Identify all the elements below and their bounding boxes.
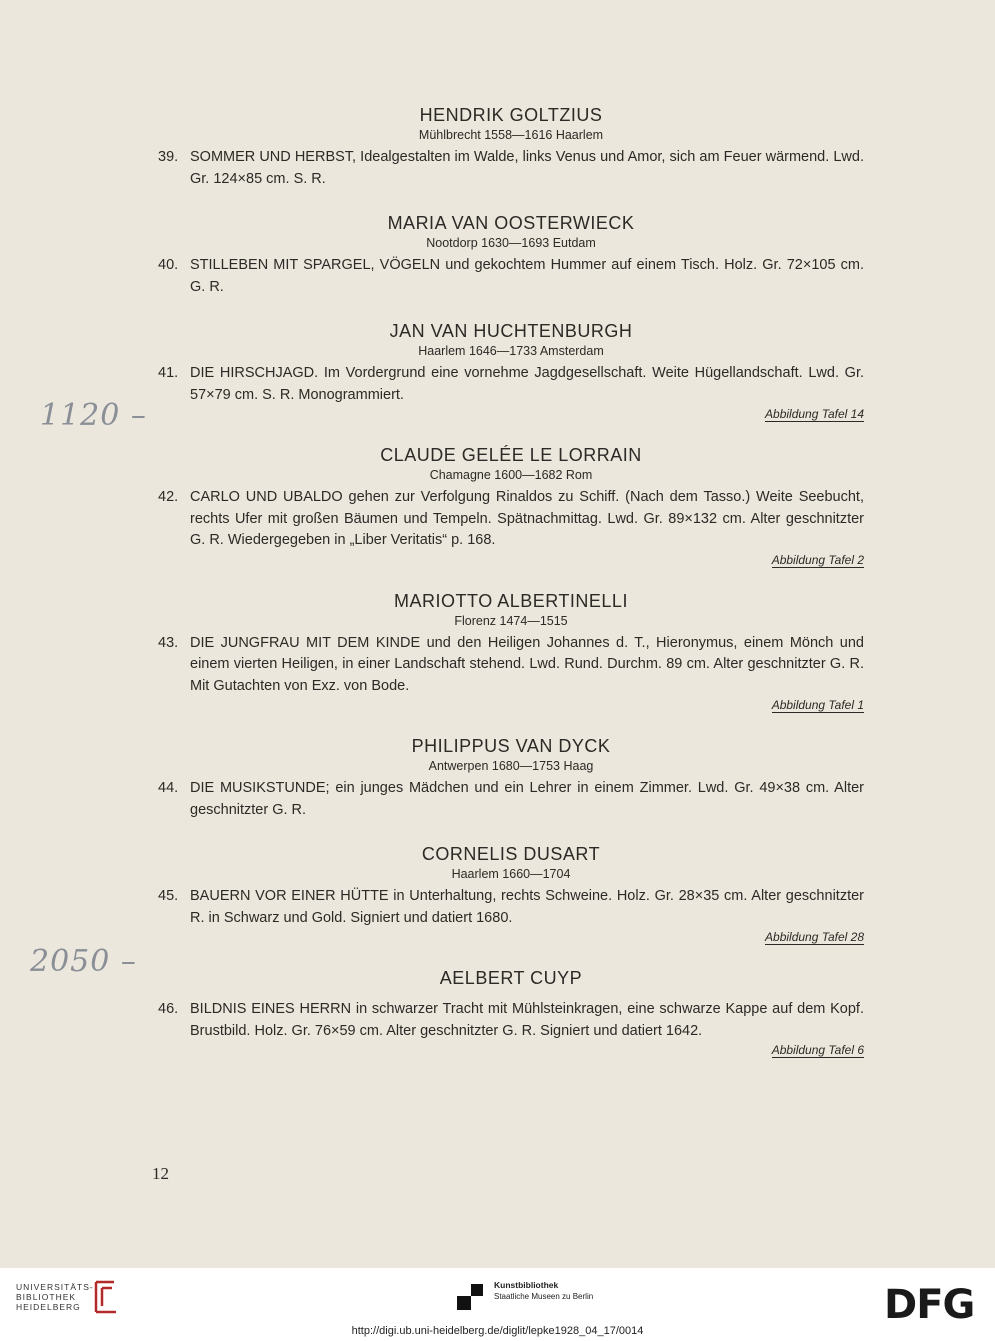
plate-reference-text: Abbildung Tafel 14 [765,407,864,421]
catalog-entry [158,212,864,298]
artist-dates: Mühlbrecht 1558—1616 Haarlem [418,128,604,142]
plate-reference [190,406,864,422]
catalog-entry [158,843,864,945]
lot-number: 45. [158,888,179,904]
artist-dates: Nootdorp 1630—1693 Eutdam [426,236,596,250]
artist-name: AELBERT CUYP [439,968,583,988]
lot-description [158,886,864,945]
lot-number: 46. [158,1001,179,1017]
artist-name: CLAUDE GELÉE LE LORRAIN [380,445,642,465]
plate-reference-text: Abbildung Tafel 6 [771,1043,864,1057]
page-number: 12 [152,1164,169,1183]
kunstbibliothek-subtitle: Staatliche Museen zu Berlin [494,1292,594,1301]
lot-number: 40. [158,257,179,273]
catalog-entry [158,735,864,821]
artist-name: JAN VAN HUCHTENBURGH [389,321,633,341]
lot-description [158,487,864,568]
kunstbibliothek-title: Kunstbibliothek [494,1280,559,1290]
university-library-name [16,1282,94,1312]
lot-number: 39. [158,149,179,165]
lot-text: DIE HIRSCHJAGD. Im Vordergrund eine vornehme Jagdgesellschaft. Weite Hügellandschaft. Lwd. Gr. 57×79 cm. S. R. Monogrammiert. [190,365,864,403]
artist-dates: Haarlem 1646—1733 Amsterdam [418,344,604,358]
artist-name: MARIA VAN OOSTERWIECK [387,213,635,233]
lot-text: BAUERN VOR EINER HÜTTE in Unterhaltung, rechts Schweine. Holz. Gr. 28×35 cm. Alter geschnitzter R. in Schwarz und Gold. Signiert und datiert 1680. [190,888,864,926]
catalog-entry [158,590,864,714]
lot-description [158,363,864,422]
catalog-entries [158,104,864,1080]
university-line: BIBLIOTHEK [16,1292,77,1302]
artist-name: PHILIPPUS VAN DYCK [411,736,611,756]
handwritten-price-note: 2050 – [30,944,137,979]
lot-text: SOMMER UND HERBST, Idealgestalten im Walde, links Venus und Amor, sich am Feuer wärmend. Lwd. Gr. 124×85 cm. S. R. [190,149,864,187]
kunstbibliothek-logo-icon [455,1282,485,1312]
lot-description [158,255,864,298]
university-logo-icon [92,1280,120,1314]
catalog-entry [158,104,864,190]
permalink-url[interactable]: http://digi.ub.uni-heidelberg.de/diglit/lepke1928_04_17/0014 [351,1325,644,1337]
lot-text: STILLEBEN MIT SPARGEL, VÖGELN und gekochtem Hummer auf einem Tisch. Holz. Gr. 72×105 cm. G. R. [190,257,864,295]
lot-text: DIE JUNGFRAU MIT DEM KINDE und den Heiligen Johannes d. T., Hieronymus, einem Mönch und einem vierten Heiligen, in einer Landschaft stehend. Lwd. Rund. Durchm. 89 cm. Alter geschnitzter G. R. Mit Gutachten von Exz. von Bode. [190,634,864,694]
lot-number: 44. [158,780,179,796]
artist-name: MARIOTTO ALBERTINELLI [394,590,628,611]
university-line: HEIDELBERG [16,1302,81,1312]
artist-name: CORNELIS DUSART [421,844,601,864]
plate-reference [190,929,864,945]
artist-dates: Chamagne 1600—1682 Rom [429,468,593,482]
dfg-logo: DFG [884,1282,975,1328]
kunstbibliothek-text [494,1280,593,1302]
lot-number: 43. [158,634,179,651]
plate-reference-text: Abbildung Tafel 28 [765,930,864,944]
lot-description [158,999,864,1058]
lot-text: DIE MUSIKSTUNDE; ein junges Mädchen und ein Lehrer in einem Zimmer. Lwd. Gr. 49×38 cm. Alter geschnitzter G. R. [190,780,864,818]
lot-description [158,778,864,821]
university-line: UNIVERSITÄTS- [16,1282,94,1292]
lot-text: BILDNIS EINES HERRN in schwarzer Tracht mit Mühlsteinkragen, eine schwarze Kappe auf dem Kopf. Brustbild. Holz. Gr. 76×59 cm. Alter geschnitzter G. R. Signiert und datiert 1642. [190,1001,864,1039]
lot-text: CARLO UND UBALDO gehen zur Verfolgung Rinaldos zu Schiff. (Nach dem Tasso.) Weite Seebucht, rechts Ufer mit großen Bäumen und Tempeln. Spätnachmittag. Lwd. Gr. 89×132 cm. Alter geschnitzter G. R. Wiedergegeben in „Liber Veritatis“ p. 168. [190,489,864,548]
plate-reference [190,1042,864,1058]
handwritten-price-note: 1120 – [40,398,147,433]
plate-reference [190,697,864,713]
artist-dates: Florenz 1474—1515 [454,613,568,628]
artist-name: HENDRIK GOLTZIUS [419,105,603,125]
catalog-entry [158,444,864,568]
lot-number: 41. [158,365,179,381]
plate-reference-text: Abbildung Tafel 2 [771,552,864,567]
plate-reference [190,552,864,568]
footer-bar [0,1268,995,1341]
lot-number: 42. [158,489,179,505]
plate-reference-text: Abbildung Tafel 1 [771,698,864,712]
lot-description [158,633,864,714]
catalog-entry [158,967,864,1058]
catalog-entry [158,320,864,422]
artist-dates: Antwerpen 1680—1753 Haag [428,759,594,773]
lot-description [158,147,864,190]
artist-dates: Haarlem 1660—1704 [451,867,571,881]
